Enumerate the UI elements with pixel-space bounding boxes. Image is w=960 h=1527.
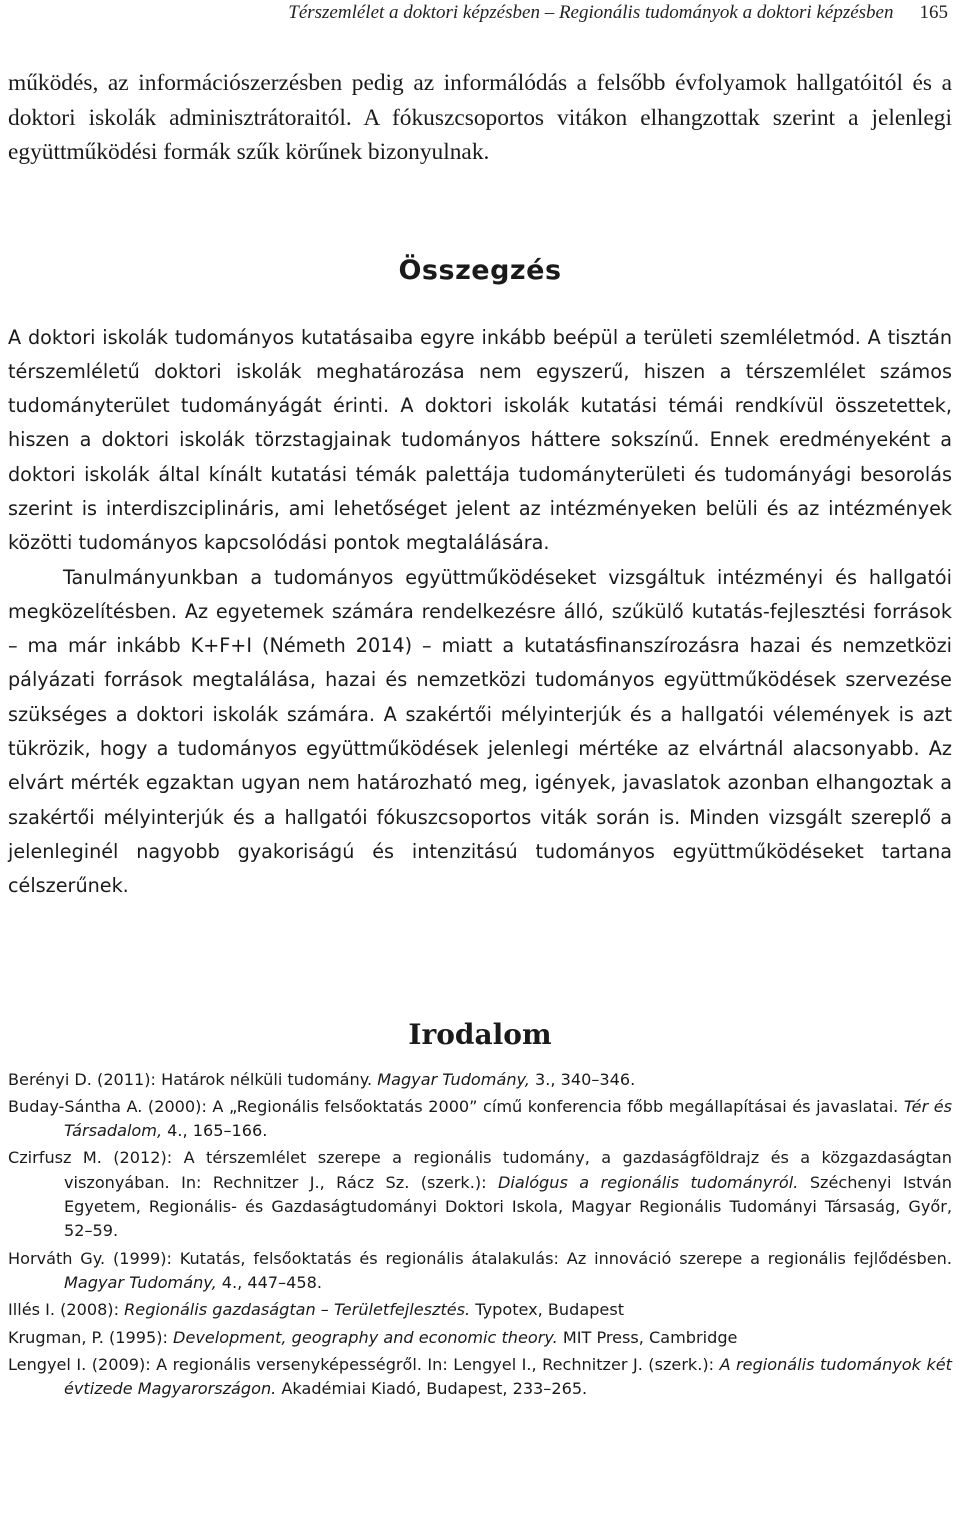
reference-details: Akadémiai Kiadó, Budapest, 233–265.	[276, 1379, 588, 1399]
reference-source: Magyar Tudomány,	[64, 1272, 217, 1292]
reference-source: Regionális gazdaságtan – Területfejlesztés.	[124, 1300, 471, 1320]
reference-item	[8, 1146, 952, 1243]
summary-paragraph: Tanulmányunkban a tudományos együttműködéseket vizsgáltuk intézményi és hallgatói megközelítésben. Az egyetemek számára rendelkezésre álló, szűkülő kutatás-fejlesztési források – ma már inkább K+F+I (Németh 2014) – miatt a kutatásfinanszírozásra hazai és nemzetközi pályázati források megtalálása, hazai és nemzetközi tudományos együttműködések szervezése szükséges a doktori iskolák számára. A szakértői mélyinterjúk és a hallgatói vélemények is azt tükrözik, hogy a tudományos együttműködések jelenlegi mértéke az elvártnál alacsonyabb. Az elvárt mérték egzaktan ugyan nem határozható meg, igények, javaslatok azonban elhangoztak a szakértői mélyinterjúk és a hallgatói fókuszcsoportos viták során is. Minden vizsgált szereplő a jelenleginél nagyobb gyakoriságú és intenzitású tudományos együttműködéseket tartana célszerűnek.	[8, 565, 952, 898]
reference-source: Dialógus a regionális tudományról.	[498, 1172, 799, 1192]
running-title: Térszemlélet a doktori képzésben – Regionális tudományok a doktori képzésben	[288, 2, 894, 23]
reference-source: Tér és Társadalom,	[64, 1096, 953, 1141]
reference-text: Krugman, P. (1995):	[8, 1327, 174, 1347]
reference-text: Czirfusz M. (2012): A térszemlélet szerepe a regionális tudomány, a gazdaságföldrajz és a közgazdaságtan viszonyában. In: Rechnitzer J., Rácz Sz. (szerk.):	[8, 1148, 952, 1192]
reference-text: Lengyel I. (2009): A regionális versenyképességről. In: Lengyel I., Rechnitzer J. (szerk.):	[8, 1354, 720, 1374]
reference-details: MIT Press, Cambridge	[557, 1327, 738, 1347]
intro-text	[8, 66, 952, 170]
reference-source: Magyar Tudomány,	[377, 1069, 530, 1089]
reference-source: A regionális tudományok két évtizede Magyarországon.	[64, 1354, 952, 1399]
summary-heading: Összegzés	[398, 254, 562, 286]
running-header	[8, 0, 952, 32]
intro-paragraph: működés, az információszerzésben pedig az informálódás a felsőbb évfolyamok hallgatóitól és a doktori iskolák adminisztrátoraitól. A fókuszcsoportos vitákon elhangzottak szerint a jelenlegi együttműködési formák szűk körűnek bizonyulnak.	[8, 70, 952, 165]
references-heading: Irodalom	[408, 1017, 552, 1051]
reference-item	[8, 1095, 952, 1144]
reference-item	[8, 1247, 952, 1296]
summary-section	[8, 321, 952, 904]
reference-text: Berényi D. (2011): Határok nélküli tudomány.	[8, 1069, 378, 1089]
reference-source: Development, geography and economic theory.	[173, 1327, 558, 1347]
page-number: 165	[919, 2, 948, 23]
reference-details: 4., 447–458.	[216, 1272, 322, 1292]
reference-details: Széchenyi István Egyetem, Regionális- és Gazdaságtudományi Doktori Iskola, Magyar Regionális Tudományi Társaság, Győr, 52–59.	[64, 1172, 952, 1241]
reference-item	[8, 1353, 952, 1402]
reference-item	[8, 1068, 952, 1092]
reference-list	[8, 1068, 952, 1402]
reference-details: Typotex, Budapest	[470, 1300, 625, 1320]
reference-details: 4., 165–166.	[162, 1121, 268, 1141]
reference-text: Illés I. (2008):	[8, 1300, 125, 1320]
reference-details: 3., 340–346.	[529, 1069, 636, 1089]
summary-paragraph: A doktori iskolák tudományos kutatásaiba egyre inkább beépül a területi szemléletmód. A tisztán térszemléletű doktori iskolák meghatározása nem egyszerű, hiszen a térszemlélet számos tudományterület tudományágát érinti. A doktori iskolák kutatási témái rendkívül összetettek, hiszen a doktori iskolák törzstagjainak tudományos háttere sokszínű. Ennek eredményeként a doktori iskolák által kínált kutatási témák palettája tudományterületi és tudományági besorolás szerint is interdiszciplináris, ami lehetőséget jelent az intézményeken belüli és az intézmények közötti tudományos kapcsolódási pontok megtalálására.	[8, 325, 952, 555]
reference-item	[8, 1326, 952, 1350]
reference-text: Buday-Sántha A. (2000): A „Regionális felsőoktatás 2000” című konferencia főbb megállapításai és javaslatai.	[8, 1096, 904, 1116]
reference-text: Horváth Gy. (1999): Kutatás, felsőoktatás és regionális átalakulás: Az innováció szerepe a regionális fejlődésben.	[8, 1248, 952, 1268]
reference-item	[8, 1298, 952, 1322]
book-page	[8, 0, 952, 1404]
